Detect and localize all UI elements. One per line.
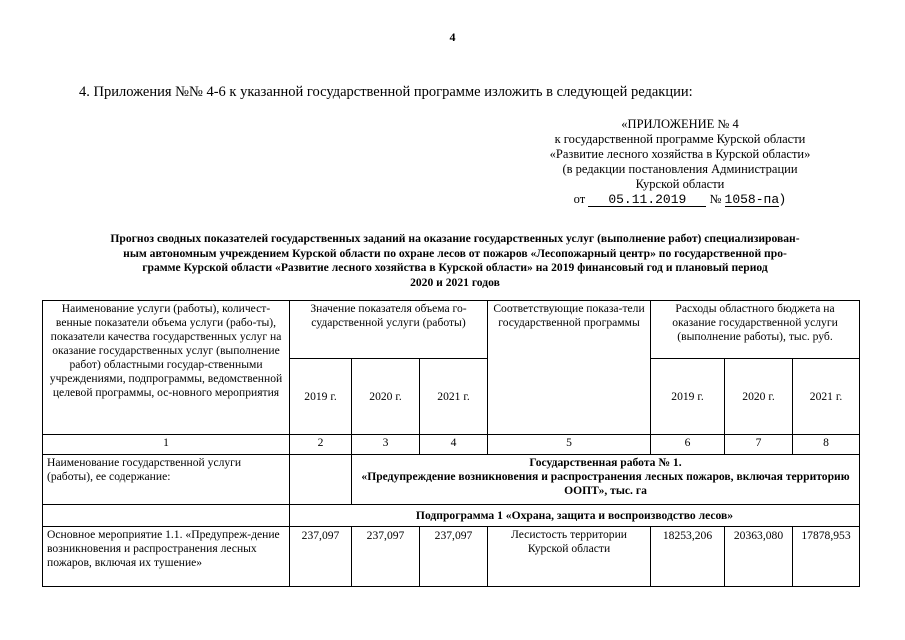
forecast-table [42, 300, 860, 587]
column-number: 3 [352, 435, 420, 455]
column-number: 2 [290, 435, 352, 455]
header-expenses-group: Расходы областного бюджета на оказание государственной услуги (выполнение работы), тыс. руб. [651, 301, 860, 359]
appendix-title: «ПРИЛОЖЕНИЕ № 4 [621, 117, 739, 131]
program-indicator: Лесистость территории Курской области [488, 527, 651, 587]
value-2020: 237,097 [352, 527, 420, 587]
header-year-value-2020: 2020 г. [352, 359, 420, 435]
expense-2019: 18253,206 [651, 527, 725, 587]
appendix-block [520, 117, 840, 207]
column-number: 1 [43, 435, 290, 455]
activity-name: Основное мероприятие 1.1. «Предупреж-дение возникновения и распространения лесных пожаров, включая их тушение» [43, 527, 290, 587]
title-line-1: Прогноз сводных показателей государственных заданий на оказание государственных услуг (выполнение работ) специализирован- [110, 232, 800, 245]
column-number-row [43, 435, 860, 455]
header-year-value-2019: 2019 г. [290, 359, 352, 435]
appendix-line-1: к государственной программе Курской области [554, 132, 806, 146]
value-2021: 237,097 [420, 527, 488, 587]
state-work-line-1: Государственная работа № 1. [529, 456, 682, 469]
intro-paragraph: 4. Приложения №№ 4-6 к указанной государственной программе изложить в следующей редакции: [79, 84, 693, 100]
expense-2021: 17878,953 [793, 527, 860, 587]
empty-cell [43, 505, 290, 527]
decree-date: 05.11.2019 [588, 193, 706, 207]
column-number: 8 [793, 435, 860, 455]
column-number: 6 [651, 435, 725, 455]
document-title [55, 232, 855, 290]
empty-cell [290, 455, 352, 505]
subprogram-row [43, 505, 860, 527]
expense-2020: 20363,080 [725, 527, 793, 587]
title-line-4: 2020 и 2021 годов [410, 275, 500, 289]
header-year-value-2021: 2021 г. [420, 359, 488, 435]
header-value-group: Значение показателя объема го-сударственной услуги (работы) [290, 301, 488, 359]
service-row [43, 455, 860, 505]
appendix-line-4: Курской области [635, 177, 725, 191]
column-number: 5 [488, 435, 651, 455]
title-line-3: грамме Курской области «Развитие лесного хозяйства в Курской области» на 2019 финансовый год и плановый период [142, 261, 768, 274]
column-number: 7 [725, 435, 793, 455]
value-2019: 237,097 [290, 527, 352, 587]
title-line-2: ным автономным учреждением Курской области по охране лесов от пожаров «Лесопожарный центр» по государственной про- [123, 246, 787, 260]
table-row [43, 527, 860, 587]
appendix-date-line [520, 192, 840, 207]
number-prefix: № [709, 192, 722, 206]
appendix-line-2: «Развитие лесного хозяйства в Курской области» [549, 147, 811, 161]
state-work-line-2: «Предупреждение возникновения и распространения лесных пожаров, включая территорию ООПТ», тыс. га [361, 470, 850, 497]
date-prefix: от [573, 192, 586, 206]
header-year-expense-2020: 2020 г. [725, 359, 793, 435]
service-label: Наименование государственной услуги (работы), ее содержание: [43, 455, 290, 505]
header-year-expense-2021: 2021 г. [793, 359, 860, 435]
decree-number: 1058-па [724, 192, 780, 207]
column-number: 4 [420, 435, 488, 455]
header-indicators: Соответствующие показа-тели государственной программы [488, 301, 651, 435]
page-number: 4 [449, 30, 456, 44]
closing-bracket: ) [778, 192, 787, 207]
header-service-name: Наименование услуги (работы), количест-венные показатели объема услуги (рабо-ты), показатели качества государственных услуг на оказание государственных услуг (выполнение работ) областными государ-ственными учреждениями, подпрограммы, ведомственной целевой программы, ос-новного мероприятия [43, 301, 290, 435]
state-work-title [352, 455, 860, 505]
appendix-line-3: (в редакции постановления Администрации [562, 162, 798, 176]
subprogram-title: Подпрограмма 1 «Охрана, защита и воспроизводство лесов» [290, 505, 860, 527]
header-year-expense-2019: 2019 г. [651, 359, 725, 435]
